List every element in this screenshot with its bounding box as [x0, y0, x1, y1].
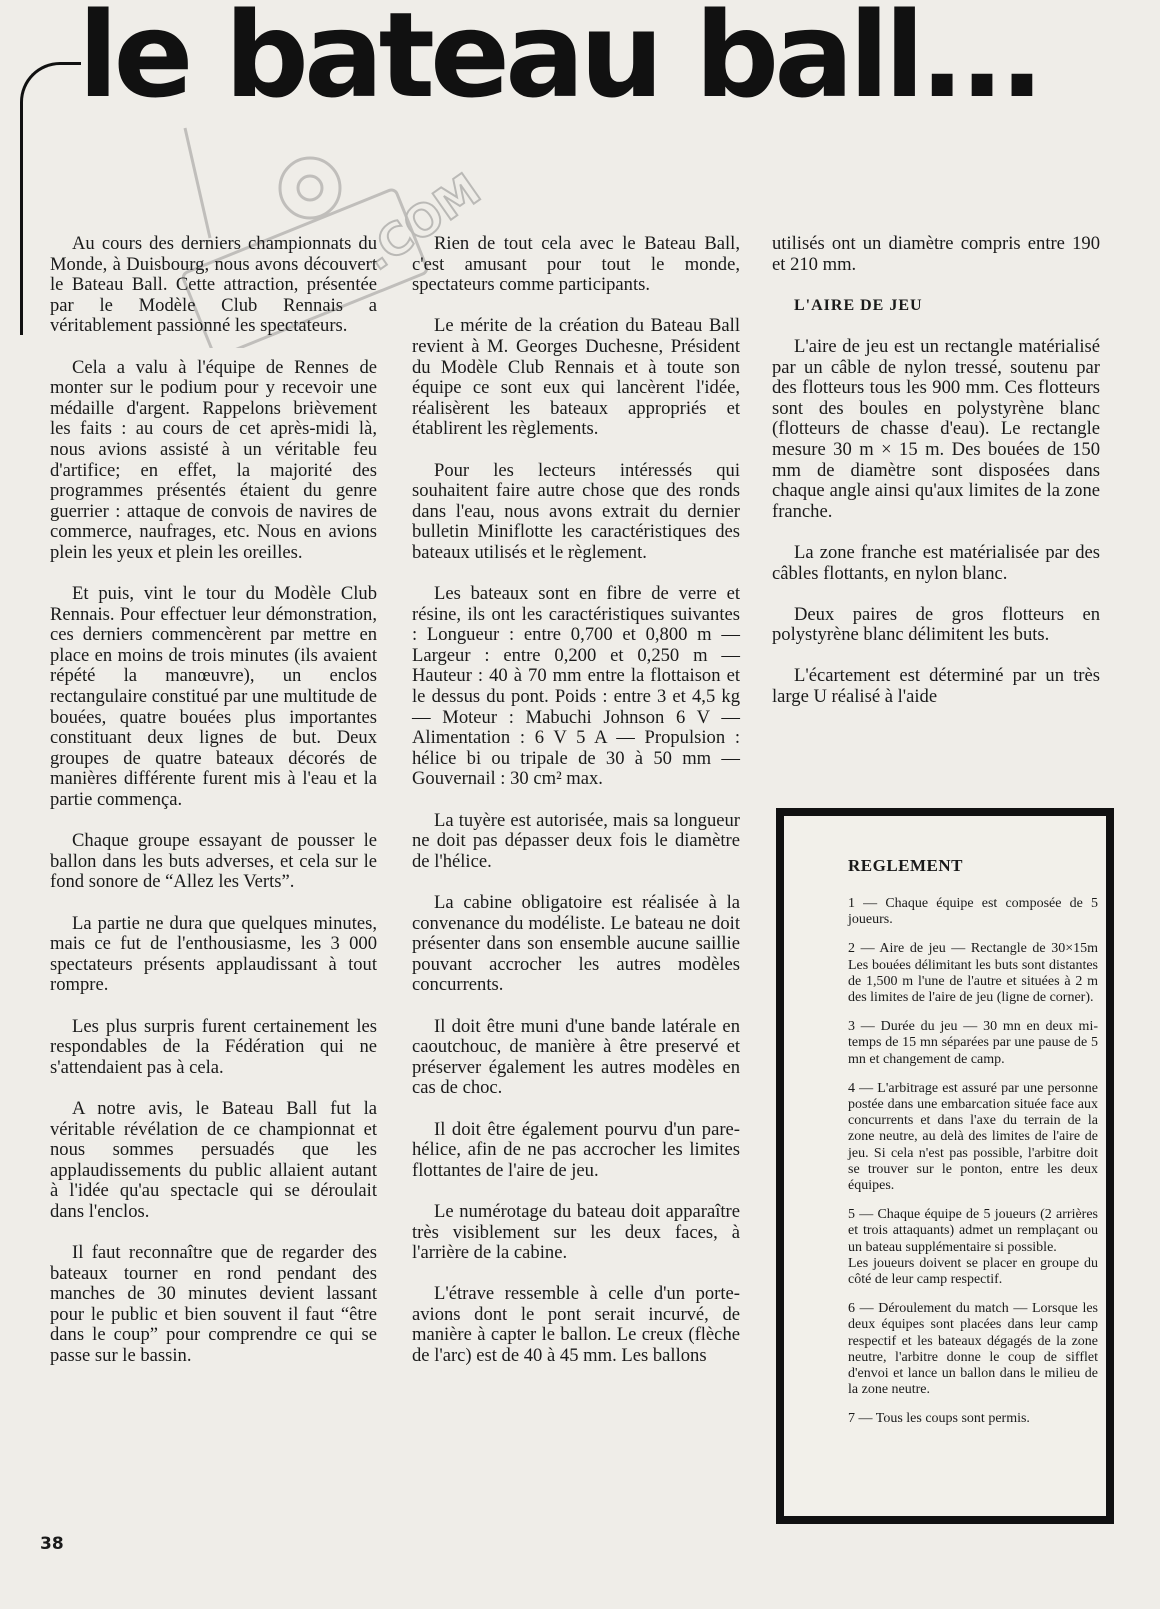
article-paragraph: Le mérite de la création du Bateau Ball revient à M. Georges Duchesne, Président du Modèle Club Rennais et à toute son équipe ce sont eux qui lancèrent l'idée, réalisèrent les bateaux appropriés et établirent les règlements. [412, 315, 740, 440]
rules-title: REGLEMENT [848, 856, 964, 875]
page-title: le bateau ball... [78, 0, 1040, 124]
article-paragraph: Deux paires de gros flotteurs en polystyrène blanc délimitent les buts. [772, 603, 1100, 646]
article-paragraph: utilisés ont un diamètre compris entre 190 et 210 mm. [772, 233, 1100, 275]
article-paragraph: Il faut reconnaître que de regarder des bateaux tourner en rond pendant des manches de 30 minutes devient lassant pour le public et bien souvent il faut “être dans le coup” pour comprendre ce qui se passe sur le bassin. [50, 1242, 377, 1367]
rule-item: 6 — Déroulement du match — Lorsque les deux équipes sont placées dans leur camp respectif et les bateaux dégagés de la zone neutre, l'arbitre donne le coup de sifflet d'envoi et lance un ballon dans le milieu de la zone neutre. [848, 1301, 1098, 1398]
article-paragraph: Et puis, vint le tour du Modèle Club Rennais. Pour effectuer leur démonstration, ces derniers commencèrent par mettre en place en moins de trois minutes (ils avaient répété la manœuvre), un enclos rectangulaire constitué par une multitude de bouées, quatre bouées plus importantes constituant deux lignes de but. Deux groupes de quatre bateaux décorés de manières différente furent mis à l'eau et la partie commença. [50, 583, 377, 811]
article-paragraph: La cabine obligatoire est réalisée à la convenance du modéliste. Le bateau ne doit présenter dans son ensemble aucune saillie pouvant accrocher les autres modèles concurrents. [412, 892, 740, 996]
article-paragraph: Le numérotage du bateau doit apparaître très visiblement sur les deux faces, à l'arrière de la cabine. [412, 1200, 740, 1264]
section-heading: L'AIRE DE JEU [794, 296, 923, 314]
article-paragraph: Au cours des derniers championnats du Monde, à Duisbourg, nous avons découvert le Bateau Ball. Cette attraction, présentée par le Modèle Club Rennais a véritablement passionné les spectateurs. [50, 233, 377, 337]
rule-item: 5 — Chaque équipe de 5 joueurs (2 arrières et trois attaquants) admet un remplaçant ou un bateau supplémentaire si possible. [848, 1207, 1098, 1255]
article-paragraph: Chaque groupe essayant de pousser le ballon dans les buts adverses, et cela sur le fond sonore de “Allez les Verts”. [50, 830, 377, 893]
rules-box [776, 808, 1114, 1524]
article-paragraph: Rien de tout cela avec le Bateau Ball, c'est amusant pour tout le monde, spectateurs comme participants. [412, 233, 740, 296]
article-paragraph: Les plus surpris furent certainement les respondables de la Fédération qui ne s'attendaient pas à cela. [50, 1015, 377, 1078]
article-column-3 [772, 234, 1100, 728]
article-paragraph: Il doit être également pourvu d'un pare-hélice, afin de ne pas accrocher les limites flottantes de l'aire de jeu. [412, 1118, 740, 1181]
rule-item: Les joueurs doivent se placer en groupe du côté de leur camp respectif. [848, 1255, 1098, 1288]
article-paragraph: L'étrave ressemble à celle d'un porte-avions dont le pont serait incurvé, de manière à capter le ballon. Le creux (flèche de l'arc) est de 40 à 45 mm. Les ballons [412, 1283, 740, 1367]
rule-item: 7 — Tous les coups sont permis. [848, 1411, 1030, 1427]
rules-list [848, 896, 1098, 1441]
article-paragraph: Pour les lecteurs intéressés qui souhaitent faire autre chose que des ronds dans l'eau, nous avons extrait du dernier bulletin Miniflotte les caractéristiques des bateaux utilisés et le règlement. [412, 459, 740, 563]
article-paragraph: Les bateaux sont en fibre de verre et résine, ils ont les caractéristiques suivantes : Longueur : entre 0,700 et 0,800 m — Largeur : entre 0,200 et 0,250 m — Hauteur : 40 à 70 mm entre la flottaison et le dessus du pont. Poids : entre 3 et 4,5 kg — Moteur : Mabuchi Johnson 6 V — Alimentation : 6 V 5 A — Propulsion : hélice bi ou tripale de 30 à 50 mm — Gouvernail : 30 cm² max. [412, 583, 740, 790]
rule-item: 1 — Chaque équipe est composée de 5 joueurs. [848, 896, 1098, 928]
rule-item: 2 — Aire de jeu — Rectangle de 30×15m Les bouées délimitant les buts sont distantes de 1,500 m l'une de l'autre et situées à 2 m des limites de l'aire de jeu (ligne de corner). [848, 941, 1098, 1006]
watermark-text: .COM [353, 164, 490, 281]
article-paragraph: A notre avis, le Bateau Ball fut la véritable révélation de ce championnat et nous sommes persuadés que les applaudissements du public allaient autant à l'idée qu'au spectacle qui se déroulait dans l'enclos. [50, 1097, 377, 1222]
article-paragraph: Cela a valu à l'équipe de Rennes de monter sur le podium pour y recevoir une médaille d'argent. Rappelons brièvement les faits : au cours de cet après-midi là, nous avions assisté à un véritable feu d'artifice; en effet, la majorité des programmes présentés étaient du genre guerrier : attaque de convois de navires de commerce, naufrages, etc. Nous en avions plein les yeux et plein les oreilles. [50, 356, 377, 563]
article-column-2 [412, 234, 740, 1387]
rule-item: 4 — L'arbitrage est assuré par une personne postée dans une embarcation située face aux concurrents et dans l'axe du terrain de la zone neutre, au delà des limites de l'aire de jeu. Si cela n'est pas possible, l'arbitre doit se trouver sur le ponton, entre les deux équipes. [848, 1080, 1098, 1194]
article-paragraph: Il doit être muni d'une bande latérale en caoutchouc, de manière à être preservé et préserver également les autres modèles en cas de choc. [412, 1015, 740, 1099]
article-paragraph: L'aire de jeu est un rectangle matérialisé par un câble de nylon tressé, soutenu par des flotteurs tous les 900 mm. Ces flotteurs sont des boules en polystyrène blanc (flotteurs de chasse d'eau). Le rectangle mesure 30 m × 15 m. Des bouées de 150 mm de diamètre sont disposées dans chaque angle ainsi qu'aux limites de la zone franche. [772, 335, 1100, 522]
article-paragraph: L'écartement est déterminé par un très large U réalisé à l'aide [772, 665, 1100, 708]
article-paragraph: La tuyère est autorisée, mais sa longueur ne doit pas dépasser deux fois le diamètre de l'hélice. [412, 809, 740, 872]
page-number: 38 [40, 1534, 64, 1554]
article-paragraph: La zone franche est matérialisée par des câbles flottants, en nylon blanc. [772, 541, 1100, 584]
article-column-1 [50, 234, 377, 1387]
rule-item: 3 — Durée du jeu — 30 mn en deux mi-temps de 15 mn séparées par une pause de 5 mn et changement de camp. [848, 1019, 1098, 1067]
article-paragraph: La partie ne dura que quelques minutes, mais ce fut de l'enthousiasme, les 3 000 spectateurs présents applaudissant à tout rompre. [50, 912, 377, 996]
